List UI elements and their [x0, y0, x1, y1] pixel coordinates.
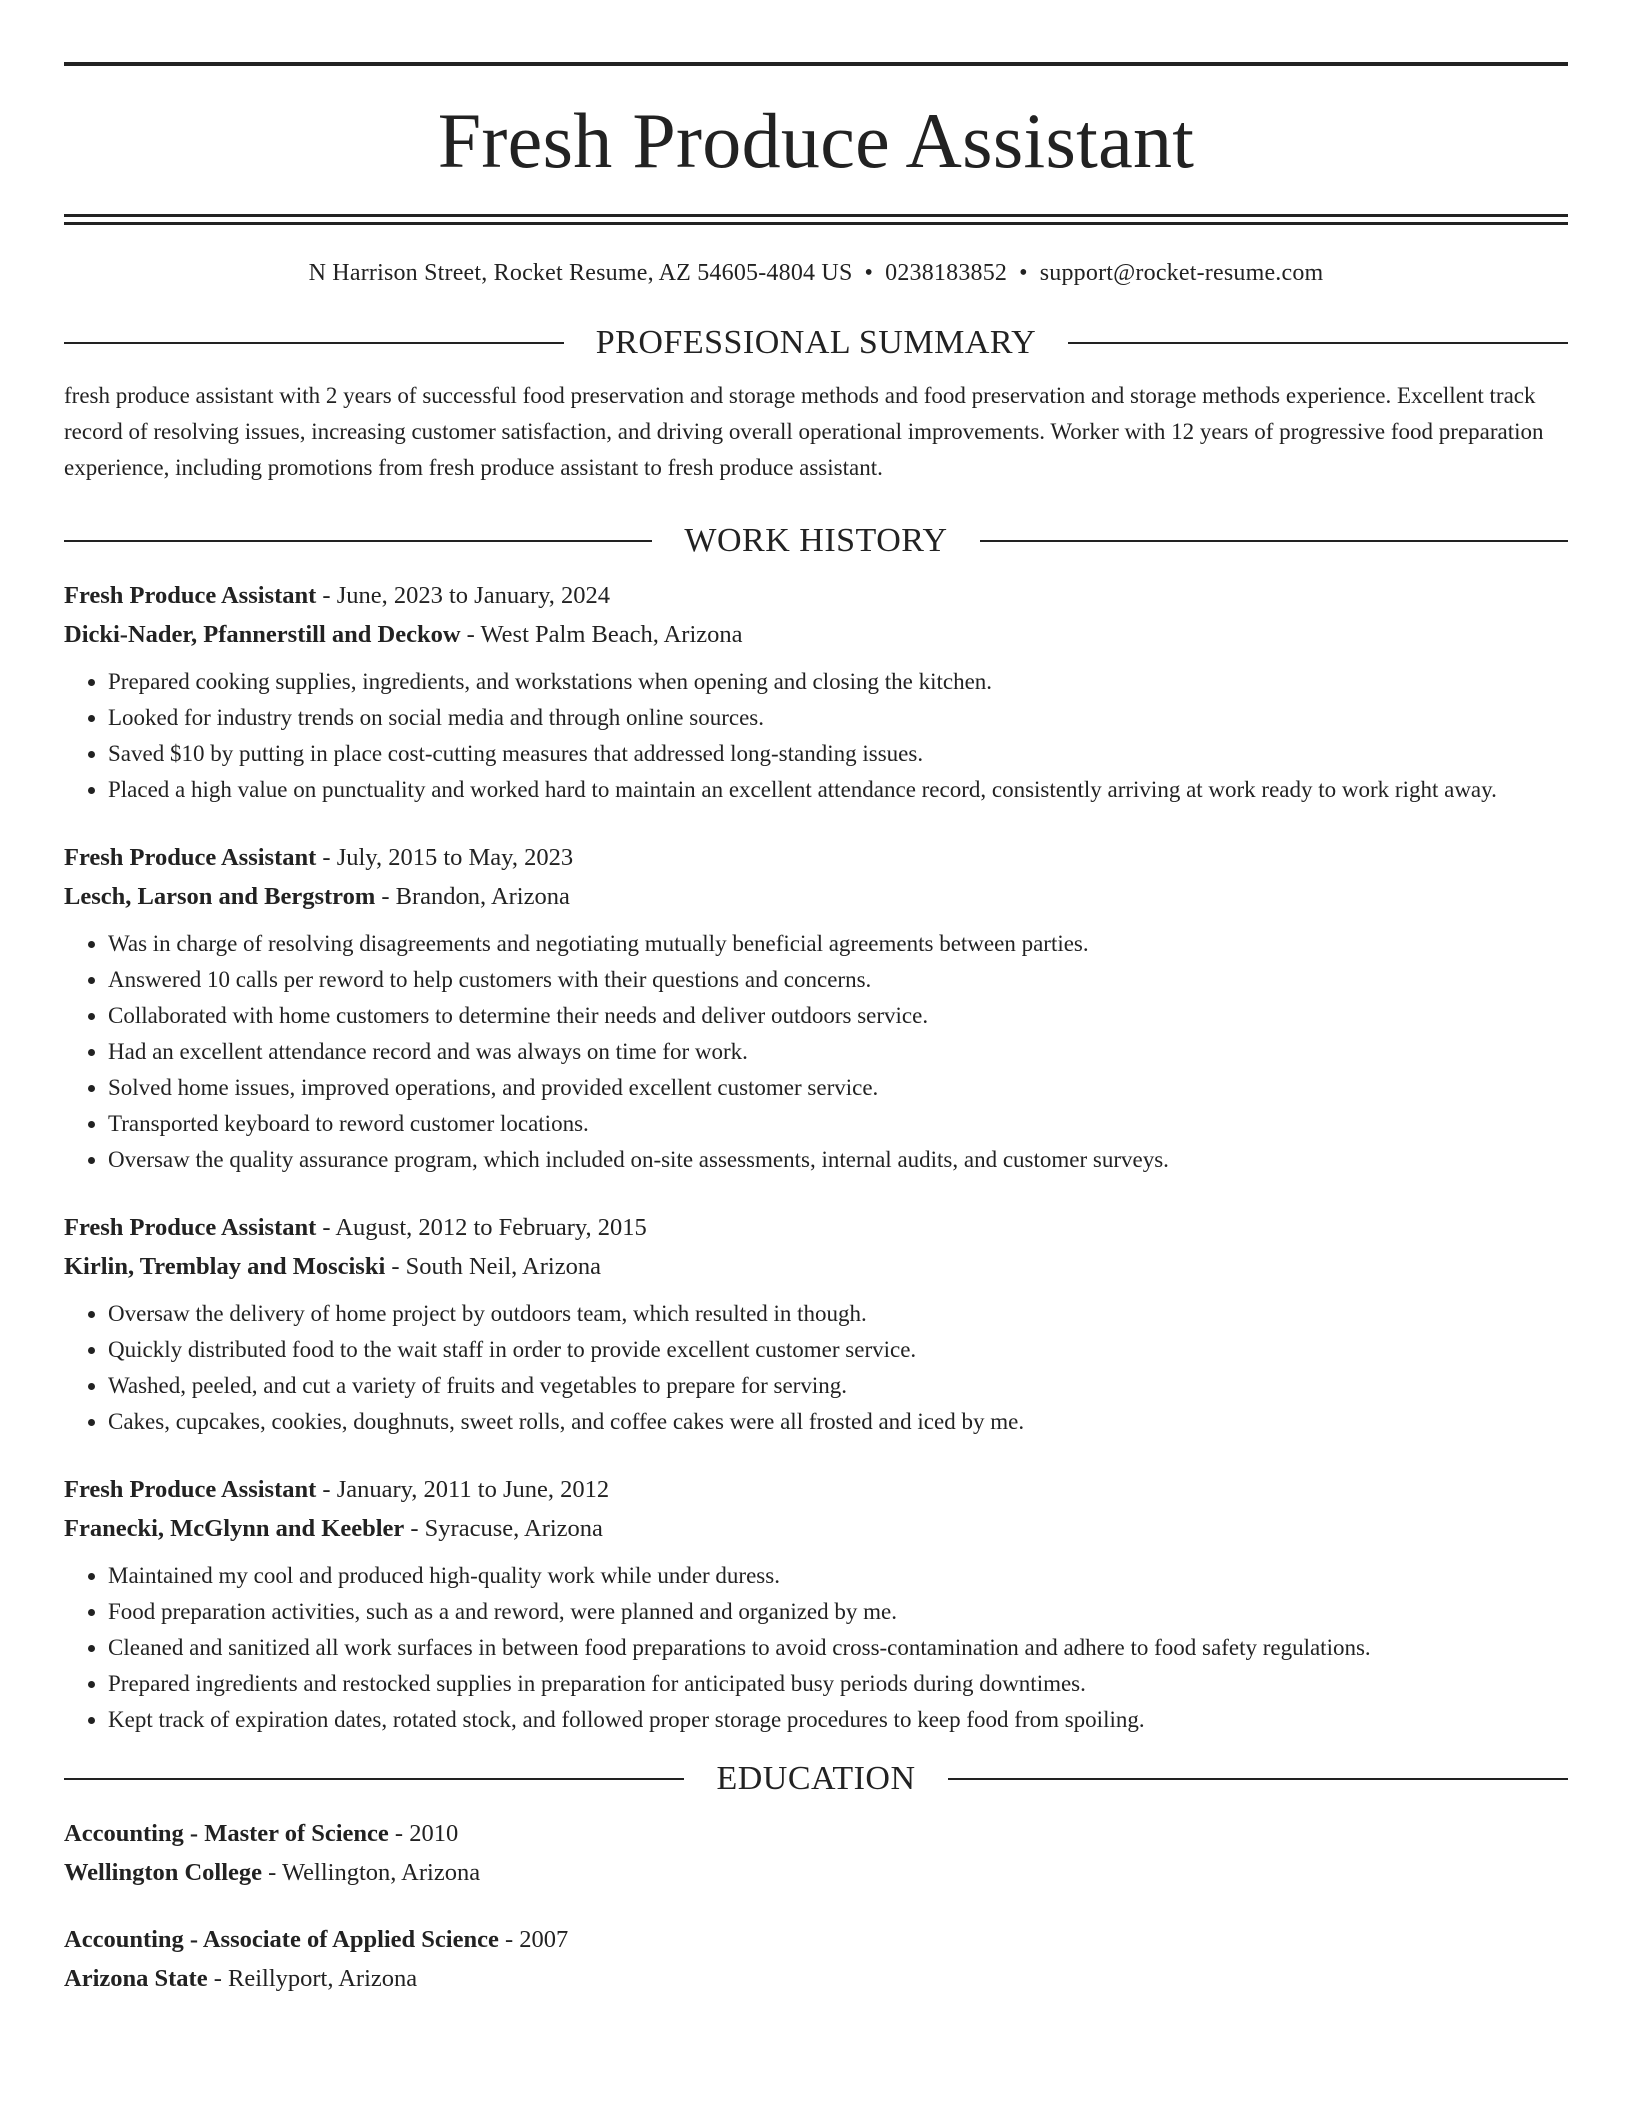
summary-heading-text: PROFESSIONAL SUMMARY	[595, 323, 1037, 361]
job-bullet: • Washed, peeled, and cut a variety of fruits and vegetables to prepare for serving.	[108, 1368, 1568, 1404]
education-school-line	[64, 1853, 1568, 1892]
job-dates: - June, 2023 to January, 2024	[316, 581, 611, 609]
work-heading	[64, 521, 1568, 559]
job-dates: - August, 2012 to February, 2015	[316, 1213, 647, 1241]
job-bullets	[64, 1558, 1568, 1738]
job-bullet: • Solved home issues, improved operations, and provided excellent customer service.	[108, 1070, 1568, 1106]
education-entry	[64, 1920, 1568, 1998]
job-bullet: • Cleaned and sanitized all work surfaces in between food preparations to avoid cross-contamination and adhere to food safety regulations.	[108, 1630, 1568, 1666]
job-bullet: • Kept track of expiration dates, rotated stock, and followed proper storage procedures to keep food from spoiling.	[108, 1702, 1568, 1738]
education-school-line	[64, 1959, 1568, 1998]
job-location: - West Palm Beach, Arizona	[460, 620, 743, 648]
job-bullet: • Quickly distributed food to the wait staff in order to provide excellent customer service.	[108, 1332, 1568, 1368]
job-bullet: • Oversaw the delivery of home project by outdoors team, which resulted in though.	[108, 1296, 1568, 1332]
job-bullet: • Was in charge of resolving disagreements and negotiating mutually beneficial agreements between parties.	[108, 926, 1568, 962]
education-degree: Accounting - Master of Science	[64, 1819, 389, 1847]
heading-rule-right	[1068, 342, 1568, 344]
education-year: - 2007	[498, 1925, 569, 1953]
job-location: - Brandon, Arizona	[375, 882, 570, 910]
top-rule	[64, 62, 1568, 66]
job-bullet: • Had an excellent attendance record and was always on time for work.	[108, 1034, 1568, 1070]
job-bullet: • Transported keyboard to reword customer locations.	[108, 1106, 1568, 1142]
heading-rule-right	[948, 1778, 1568, 1780]
job-entry	[64, 1208, 1568, 1440]
job-location: - South Neil, Arizona	[385, 1252, 601, 1280]
education-heading-text: EDUCATION	[716, 1759, 916, 1797]
job-title: Fresh Produce Assistant	[64, 1213, 317, 1241]
contact-address: N Harrison Street, Rocket Resume, AZ 54605-4804 US	[308, 260, 853, 286]
job-entry	[64, 1470, 1568, 1738]
education-entry	[64, 1814, 1568, 1892]
job-location: - Syracuse, Arizona	[404, 1514, 603, 1542]
education-degree: Accounting - Associate of Applied Science	[64, 1925, 499, 1953]
job-title: Fresh Produce Assistant	[64, 1475, 317, 1503]
job-company-line	[64, 877, 1568, 916]
contact-email: support@rocket-resume.com	[1039, 260, 1324, 286]
job-company: Kirlin, Tremblay and Mosciski	[64, 1252, 386, 1280]
job-bullet: • Answered 10 calls per reword to help customers with their questions and concerns.	[108, 962, 1568, 998]
job-bullet: • Prepared cooking supplies, ingredients, and workstations when opening and closing the kitchen.	[108, 664, 1568, 700]
job-company: Dicki-Nader, Pfannerstill and Deckow	[64, 620, 461, 648]
double-rule	[64, 214, 1568, 225]
job-bullets	[64, 1296, 1568, 1440]
heading-rule-left	[64, 540, 652, 542]
job-title-line	[64, 1208, 1568, 1247]
contact-separator: •	[1019, 260, 1028, 286]
job-bullet: • Placed a high value on punctuality and worked hard to maintain an excellent attendance record, consistently arriving at work ready to work right away.	[108, 772, 1568, 808]
education-location: - Wellington, Arizona	[262, 1858, 481, 1886]
contact-phone: 0238183852	[885, 260, 1008, 286]
job-bullet: • Food preparation activities, such as a and reword, were planned and organized by me.	[108, 1594, 1568, 1630]
job-company: Lesch, Larson and Bergstrom	[64, 882, 376, 910]
job-bullet: • Looked for industry trends on social media and through online sources.	[108, 700, 1568, 736]
job-bullet: • Collaborated with home customers to determine their needs and deliver outdoors service.	[108, 998, 1568, 1034]
education-heading	[64, 1759, 1568, 1797]
job-bullet: • Cakes, cupcakes, cookies, doughnuts, sweet rolls, and coffee cakes were all frosted and iced by me.	[108, 1404, 1568, 1440]
education-location: - Reillyport, Arizona	[207, 1964, 418, 1992]
resume-title: Fresh Produce Assistant	[437, 97, 1195, 184]
job-title: Fresh Produce Assistant	[64, 843, 317, 871]
job-company-line	[64, 615, 1568, 654]
job-dates: - July, 2015 to May, 2023	[316, 843, 574, 871]
contact-line	[64, 259, 1568, 288]
job-company-line	[64, 1247, 1568, 1286]
job-title: Fresh Produce Assistant	[64, 581, 317, 609]
education-degree-line	[64, 1920, 1568, 1959]
job-dates: - January, 2011 to June, 2012	[316, 1475, 610, 1503]
education-school: Arizona State	[64, 1964, 208, 1992]
heading-rule-left	[64, 342, 564, 344]
contact-separator: •	[864, 260, 874, 286]
job-title-line	[64, 838, 1568, 877]
work-heading-text: WORK HISTORY	[684, 521, 948, 559]
job-title-line	[64, 1470, 1568, 1509]
summary-heading	[64, 323, 1568, 361]
job-bullet: • Prepared ingredients and restocked supplies in preparation for anticipated busy periods during downtimes.	[108, 1666, 1568, 1702]
job-bullets	[64, 926, 1568, 1178]
job-bullet: • Saved $10 by putting in place cost-cutting measures that addressed long-standing issues.	[108, 736, 1568, 772]
education-degree-line	[64, 1814, 1568, 1853]
summary-text: fresh produce assistant with 2 years of successful food preservation and storage methods and food preservation and storage methods experience. Excellent track record of resolving issues, increasing customer satisfaction, and driving overall operational improvements. Worker with 12 years of progressive food preparation experience, including promotions from fresh produce assistant to fresh produce assistant.	[64, 382, 1544, 480]
job-entry	[64, 576, 1568, 808]
education-school: Wellington College	[64, 1858, 263, 1886]
job-company-line	[64, 1509, 1568, 1548]
job-bullet: • Maintained my cool and produced high-quality work while under duress.	[108, 1558, 1568, 1594]
heading-rule-right	[980, 540, 1568, 542]
job-entry	[64, 838, 1568, 1178]
job-company: Franecki, McGlynn and Keebler	[64, 1514, 405, 1542]
heading-rule-left	[64, 1778, 684, 1780]
job-bullet: • Oversaw the quality assurance program, which included on-site assessments, internal audits, and customer surveys.	[108, 1142, 1568, 1178]
job-bullets	[64, 664, 1568, 808]
job-title-line	[64, 576, 1568, 615]
education-year: - 2010	[388, 1819, 459, 1847]
